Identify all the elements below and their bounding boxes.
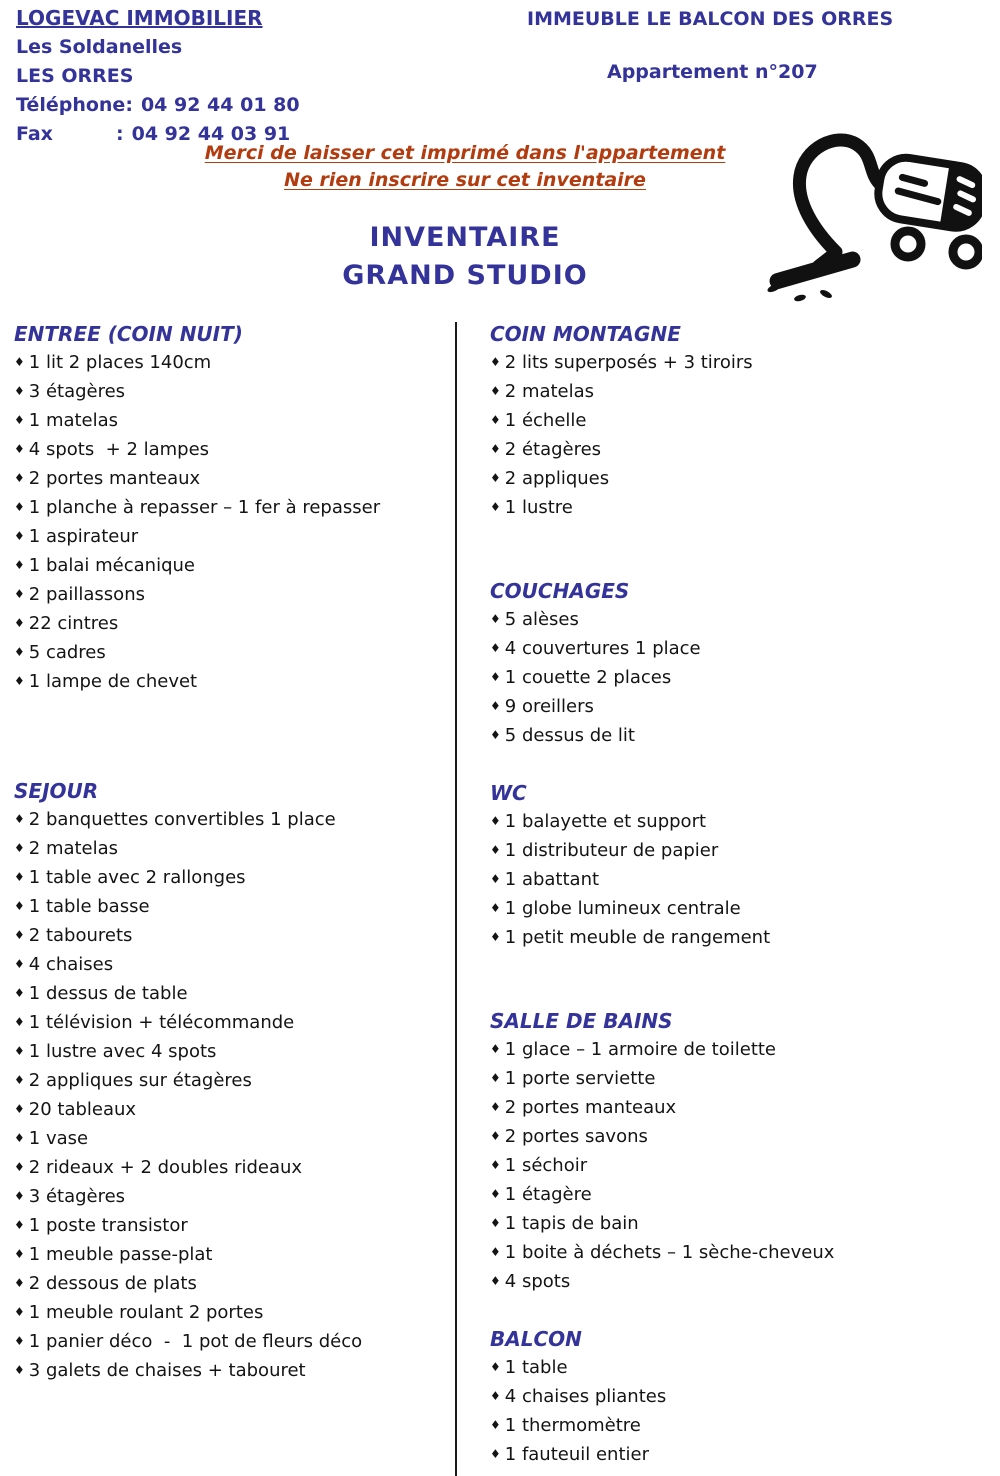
bullet-icon: ♦	[14, 413, 25, 427]
section-heading: SEJOUR	[14, 779, 99, 803]
inventory-item	[490, 1441, 990, 1470]
inventory-item	[490, 1123, 990, 1152]
phone-line	[16, 91, 300, 120]
item-text: 1 couette 2 places	[504, 667, 672, 688]
item-text: 2 rideaux + 2 doubles rideaux	[28, 1157, 303, 1178]
bullet-icon: ♦	[490, 1360, 501, 1374]
bullet-icon: ♦	[14, 674, 25, 688]
item-text: 3 étagères	[28, 381, 126, 402]
item-text: 1 meuble roulant 2 portes	[28, 1302, 264, 1323]
inventory-item	[14, 980, 446, 1009]
inventory-item	[490, 1152, 990, 1181]
inventory-section	[490, 579, 990, 751]
bullet-icon: ♦	[490, 814, 501, 828]
item-text: 3 étagères	[28, 1186, 126, 1207]
column-divider-line	[455, 322, 457, 1476]
bullet-icon: ♦	[490, 641, 501, 655]
agency-residence: Les Soldanelles	[16, 36, 183, 58]
item-text: 1 thermomètre	[504, 1415, 641, 1436]
inventory-item	[490, 378, 990, 407]
inventory-item	[14, 835, 446, 864]
bullet-icon: ♦	[490, 930, 501, 944]
inventory-section	[14, 779, 446, 1386]
item-text: 1 échelle	[504, 410, 587, 431]
item-text: 1 aspirateur	[28, 526, 139, 547]
page-title-line-1: INVENTAIRE	[369, 222, 561, 253]
section-item-list	[490, 808, 990, 953]
inventory-item	[14, 922, 446, 951]
item-text: 2 banquettes convertibles 1 place	[28, 809, 336, 830]
page-title-line-2: GRAND STUDIO	[342, 260, 588, 291]
inventory-item	[490, 1094, 990, 1123]
item-text: 1 planche à repasser – 1 fer à repasser	[28, 497, 381, 518]
bullet-icon: ♦	[490, 872, 501, 886]
inventory-item	[14, 1212, 446, 1241]
bullet-icon: ♦	[14, 1218, 25, 1232]
item-text: 1 fauteuil entier	[504, 1444, 649, 1465]
item-text: 5 cadres	[28, 642, 106, 663]
inventory-section	[490, 1327, 990, 1470]
item-text: 1 glace – 1 armoire de toilette	[504, 1039, 777, 1060]
inventory-item	[14, 610, 446, 639]
item-text: 1 meuble passe-plat	[28, 1244, 213, 1265]
inventory-item	[490, 722, 990, 751]
bullet-icon: ♦	[14, 471, 25, 485]
agency-city: LES ORRES	[16, 65, 134, 87]
item-text: 2 portes savons	[504, 1126, 648, 1147]
bullet-icon: ♦	[490, 1100, 501, 1114]
bullet-icon: ♦	[490, 901, 501, 915]
bullet-icon: ♦	[490, 1129, 501, 1143]
vacuum-cleaner-icon	[742, 98, 982, 303]
inventory-section	[490, 781, 990, 953]
section-heading: COIN MONTAGNE	[490, 322, 681, 346]
item-text: 1 porte serviette	[504, 1068, 656, 1089]
section-heading: ENTREE (COIN NUIT)	[14, 322, 243, 346]
fax-colon: :	[116, 123, 124, 145]
fax-label: Fax	[16, 123, 53, 145]
inventory-item	[490, 349, 990, 378]
item-text: 1 table basse	[28, 896, 150, 917]
section-item-list	[490, 349, 990, 523]
bullet-icon: ♦	[14, 841, 25, 855]
item-text: 1 poste transistor	[28, 1215, 188, 1236]
inventory-item	[490, 1210, 990, 1239]
item-text: 1 table	[504, 1357, 568, 1378]
bullet-icon: ♦	[490, 1187, 501, 1201]
inventory-item	[14, 1154, 446, 1183]
item-text: 1 balai mécanique	[28, 555, 196, 576]
inventory-item	[490, 664, 990, 693]
bullet-icon: ♦	[14, 1363, 25, 1377]
item-text: 1 lustre avec 4 spots	[28, 1041, 217, 1062]
item-text: 4 chaises	[28, 954, 114, 975]
inventory-item	[14, 1067, 446, 1096]
notice-line-2: Ne rien inscrire sur cet inventaire	[284, 169, 646, 191]
inventory-item	[490, 407, 990, 436]
phone-colon: :	[125, 94, 133, 116]
item-text: 1 panier déco - 1 pot de fleurs déco	[28, 1331, 363, 1352]
item-text: 1 lustre	[504, 497, 573, 518]
bullet-icon: ♦	[490, 1042, 501, 1056]
bullet-icon: ♦	[14, 355, 25, 369]
inventory-item	[14, 1096, 446, 1125]
inventory-item	[490, 1354, 990, 1383]
inventory-item	[14, 349, 446, 378]
bullet-icon: ♦	[14, 442, 25, 456]
inventory-item	[14, 1038, 446, 1067]
item-text: 1 tapis de bain	[504, 1213, 639, 1234]
inventory-item	[490, 436, 990, 465]
inventory-item	[14, 864, 446, 893]
inventory-item	[490, 1036, 990, 1065]
inventory-section	[14, 322, 446, 697]
bullet-icon: ♦	[490, 1389, 501, 1403]
item-text: 22 cintres	[28, 613, 119, 634]
item-text: 1 globe lumineux centrale	[504, 898, 741, 919]
inventory-item	[490, 494, 990, 523]
section-heading: WC	[490, 781, 527, 805]
inventory-item	[490, 895, 990, 924]
phone-label: Téléphone	[16, 94, 126, 116]
inventory-item	[490, 1065, 990, 1094]
bullet-icon: ♦	[14, 1189, 25, 1203]
fax-number: 04 92 44 03 91	[131, 123, 291, 145]
bullet-icon: ♦	[490, 1418, 501, 1432]
bullet-icon: ♦	[14, 384, 25, 398]
bullet-icon: ♦	[14, 1102, 25, 1116]
inventory-item	[14, 1328, 446, 1357]
item-text: 5 alèses	[504, 609, 579, 630]
bullet-icon: ♦	[14, 1044, 25, 1058]
bullet-icon: ♦	[14, 1334, 25, 1348]
item-text: 1 balayette et support	[504, 811, 707, 832]
inventory-item	[490, 465, 990, 494]
inventory-item	[14, 951, 446, 980]
inventory-item	[14, 668, 446, 697]
item-text: 1 matelas	[28, 410, 119, 431]
inventory-item	[490, 924, 990, 953]
inventory-section	[490, 1009, 990, 1297]
inventory-item	[14, 1125, 446, 1154]
bullet-icon: ♦	[14, 529, 25, 543]
inventory-item	[14, 378, 446, 407]
inventory-item	[490, 1239, 990, 1268]
item-text: 1 télévision + télécommande	[28, 1012, 295, 1033]
inventory-item	[14, 465, 446, 494]
item-text: 4 spots + 2 lampes	[28, 439, 210, 460]
inventory-item	[490, 1383, 990, 1412]
bullet-icon: ♦	[14, 870, 25, 884]
inventory-item	[14, 581, 446, 610]
item-text: 4 spots	[504, 1271, 571, 1292]
bullet-icon: ♦	[490, 413, 501, 427]
bullet-icon: ♦	[14, 986, 25, 1000]
inventory-item	[14, 1270, 446, 1299]
inventory-item	[14, 1183, 446, 1212]
building-name: IMMEUBLE LE BALCON DES ORRES	[527, 8, 894, 30]
inventory-item	[490, 808, 990, 837]
inventory-item	[14, 639, 446, 668]
apartment-number: Appartement n°207	[607, 61, 818, 83]
inventory-item	[490, 1268, 990, 1297]
bullet-icon: ♦	[14, 1305, 25, 1319]
section-item-list	[14, 349, 446, 697]
inventory-item	[490, 693, 990, 722]
item-text: 2 portes manteaux	[28, 468, 201, 489]
item-text: 2 appliques	[504, 468, 610, 489]
item-text: 1 boite à déchets – 1 sèche-cheveux	[504, 1242, 835, 1263]
bullet-icon: ♦	[14, 587, 25, 601]
agency-name: LOGEVAC IMMOBILIER	[16, 6, 263, 30]
bullet-icon: ♦	[14, 1247, 25, 1261]
bullet-icon: ♦	[490, 1158, 501, 1172]
inventory-section	[490, 322, 990, 523]
inventory-item	[14, 893, 446, 922]
item-text: 5 dessus de lit	[504, 725, 635, 746]
bullet-icon: ♦	[490, 612, 501, 626]
item-text: 2 paillassons	[28, 584, 145, 605]
item-text: 2 portes manteaux	[504, 1097, 677, 1118]
section-item-list	[14, 806, 446, 1386]
item-text: 4 couvertures 1 place	[504, 638, 701, 659]
bullet-icon: ♦	[490, 384, 501, 398]
inventory-item	[14, 1241, 446, 1270]
item-text: 1 étagère	[504, 1184, 592, 1205]
inventory-item	[14, 1009, 446, 1038]
item-text: 1 lampe de chevet	[28, 671, 198, 692]
bullet-icon: ♦	[14, 500, 25, 514]
bullet-icon: ♦	[14, 899, 25, 913]
inventory-columns	[0, 322, 1000, 1476]
bullet-icon: ♦	[490, 1245, 501, 1259]
inventory-item	[14, 407, 446, 436]
item-text: 2 lits superposés + 3 tiroirs	[504, 352, 753, 373]
bullet-icon: ♦	[14, 957, 25, 971]
section-heading: COUCHAGES	[490, 579, 630, 603]
inventory-item	[490, 837, 990, 866]
section-item-list	[490, 606, 990, 751]
section-heading: SALLE DE BAINS	[490, 1009, 673, 1033]
bullet-icon: ♦	[14, 1160, 25, 1174]
bullet-icon: ♦	[490, 1274, 501, 1288]
item-text: 1 dessus de table	[28, 983, 188, 1004]
bullet-icon: ♦	[490, 843, 501, 857]
item-text: 3 galets de chaises + tabouret	[28, 1360, 306, 1381]
bullet-icon: ♦	[14, 558, 25, 572]
inventory-item	[14, 1357, 446, 1386]
inventory-item	[490, 1181, 990, 1210]
inventory-item	[14, 523, 446, 552]
notice-line-1: Merci de laisser cet imprimé dans l'appartement	[204, 142, 726, 164]
item-text: 1 lit 2 places 140cm	[28, 352, 212, 373]
bullet-icon: ♦	[490, 471, 501, 485]
item-text: 4 chaises pliantes	[504, 1386, 667, 1407]
inventory-item	[14, 494, 446, 523]
bullet-icon: ♦	[490, 1071, 501, 1085]
inventory-item	[490, 635, 990, 664]
bullet-icon: ♦	[14, 928, 25, 942]
item-text: 9 oreillers	[504, 696, 594, 717]
item-text: 2 dessous de plats	[28, 1273, 197, 1294]
bullet-icon: ♦	[490, 699, 501, 713]
section-heading: BALCON	[490, 1327, 582, 1351]
item-text: 1 séchoir	[504, 1155, 588, 1176]
inventory-item	[14, 552, 446, 581]
item-text: 2 étagères	[504, 439, 602, 460]
item-text: 1 abattant	[504, 869, 600, 890]
item-text: 1 vase	[28, 1128, 89, 1149]
agency-block	[16, 4, 300, 149]
inventory-item	[14, 806, 446, 835]
bullet-icon: ♦	[14, 812, 25, 826]
item-text: 20 tableaux	[28, 1099, 137, 1120]
item-text: 1 table avec 2 rallonges	[28, 867, 246, 888]
bullet-icon: ♦	[14, 1131, 25, 1145]
inventory-item	[14, 436, 446, 465]
item-text: 2 matelas	[28, 838, 119, 859]
section-item-list	[490, 1354, 990, 1470]
bullet-icon: ♦	[14, 645, 25, 659]
item-text: 2 matelas	[504, 381, 595, 402]
phone-number: 04 92 44 01 80	[140, 94, 300, 116]
bullet-icon: ♦	[490, 670, 501, 684]
inventory-item	[490, 606, 990, 635]
bullet-icon: ♦	[14, 1073, 25, 1087]
bullet-icon: ♦	[490, 728, 501, 742]
item-text: 1 distributeur de papier	[504, 840, 719, 861]
bullet-icon: ♦	[490, 1216, 501, 1230]
inventory-item	[490, 866, 990, 895]
bullet-icon: ♦	[14, 616, 25, 630]
section-item-list	[490, 1036, 990, 1297]
bullet-icon: ♦	[490, 355, 501, 369]
item-text: 1 petit meuble de rangement	[504, 927, 771, 948]
bullet-icon: ♦	[490, 500, 501, 514]
item-text: 2 appliques sur étagères	[28, 1070, 252, 1091]
left-column	[14, 322, 446, 1386]
item-text: 2 tabourets	[28, 925, 133, 946]
inventory-item	[14, 1299, 446, 1328]
inventory-item	[490, 1412, 990, 1441]
bullet-icon: ♦	[490, 442, 501, 456]
bullet-icon: ♦	[14, 1276, 25, 1290]
bullet-icon: ♦	[490, 1447, 501, 1461]
right-column	[490, 322, 990, 1470]
bullet-icon: ♦	[14, 1015, 25, 1029]
